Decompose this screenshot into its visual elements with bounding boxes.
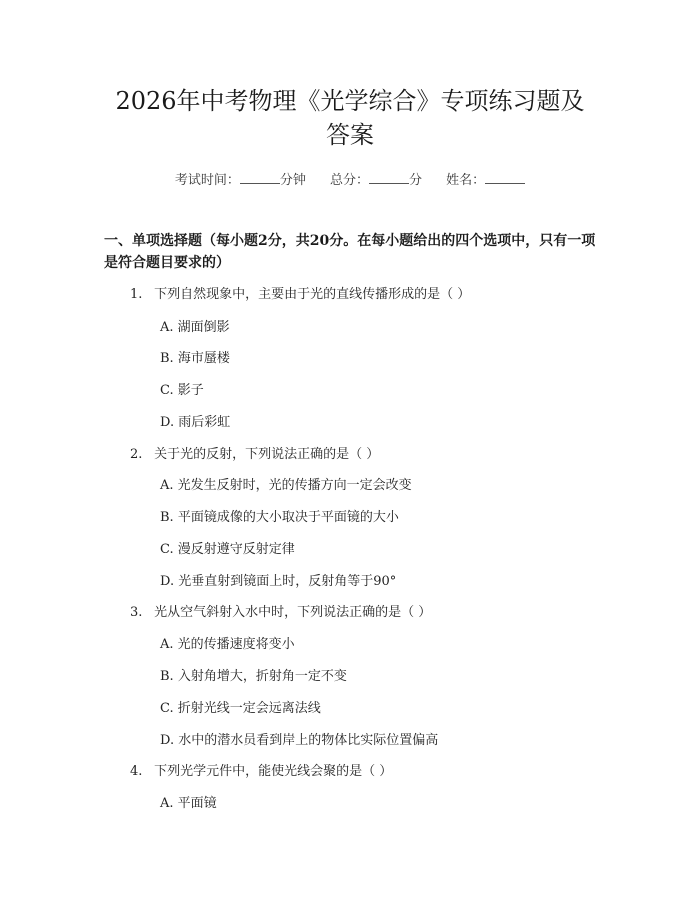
time-label: 考试时间：	[174, 173, 240, 188]
question-2	[130, 443, 379, 462]
name-field	[446, 173, 525, 188]
name-blank	[485, 171, 525, 184]
score-unit: 分	[409, 173, 423, 188]
q3-option-b: B. 入射角增大，折射角一定不变	[160, 669, 347, 684]
q3-option-d: D. 水中的潜水员看到岸上的物体比实际位置偏高	[160, 733, 439, 748]
name-label: 姓名：	[446, 173, 486, 188]
q4-option-a: A. 平面镜	[160, 796, 217, 811]
total-score-field	[330, 173, 426, 188]
question-number: 4.	[130, 764, 143, 779]
time-unit: 分钟	[279, 173, 306, 188]
q2-option-b: B. 平面镜成像的大小取决于平面镜的大小	[160, 510, 399, 525]
q1-option-a: A. 湖面倒影	[160, 320, 230, 335]
question-3	[130, 601, 431, 620]
question-1	[130, 283, 470, 302]
section-heading-line-1: 一、单项选择题（每小题2分，共20分。在每小题给出的四个选项中，只有一项	[104, 233, 596, 249]
q3-option-c: C. 折射光线一定会远离法线	[160, 701, 321, 716]
title-line-2: 答案	[326, 121, 374, 149]
title-line-1: 2026年中考物理《光学综合》专项练习题及	[115, 87, 585, 115]
q2-option-d: D. 光垂直射到镜面上时，反射角等于90°	[160, 574, 397, 589]
section-heading-line-2: 是符合题目要求的）	[104, 255, 230, 271]
page-title	[90, 84, 610, 152]
q3-option-a: A. 光的传播速度将变小	[160, 637, 295, 652]
question-number: 3.	[130, 605, 143, 620]
score-label: 总分：	[329, 173, 369, 188]
q2-option-c: C. 漫反射遵守反射定律	[160, 542, 295, 557]
section-heading	[104, 230, 604, 274]
exam-info-line	[0, 169, 700, 188]
q1-option-b: B. 海市蜃楼	[160, 351, 230, 366]
q1-option-d: D. 雨后彩虹	[160, 415, 231, 430]
question-text: 下列光学元件中，能使光线会聚的是（ ）	[154, 764, 393, 779]
question-number: 1.	[130, 287, 143, 302]
question-4	[130, 760, 392, 779]
score-blank	[369, 171, 409, 184]
question-text: 光从空气斜射入水中时，下列说法正确的是（ ）	[154, 605, 432, 620]
question-number: 2.	[130, 447, 143, 462]
question-text: 下列自然现象中，主要由于光的直线传播形成的是（ ）	[154, 287, 471, 302]
q2-option-a: A. 光发生反射时，光的传播方向一定会改变	[160, 478, 412, 493]
question-text: 关于光的反射，下列说法正确的是（ ）	[154, 447, 380, 462]
q1-option-c: C. 影子	[160, 383, 204, 398]
time-blank	[240, 171, 280, 184]
exam-time-field	[175, 173, 310, 188]
